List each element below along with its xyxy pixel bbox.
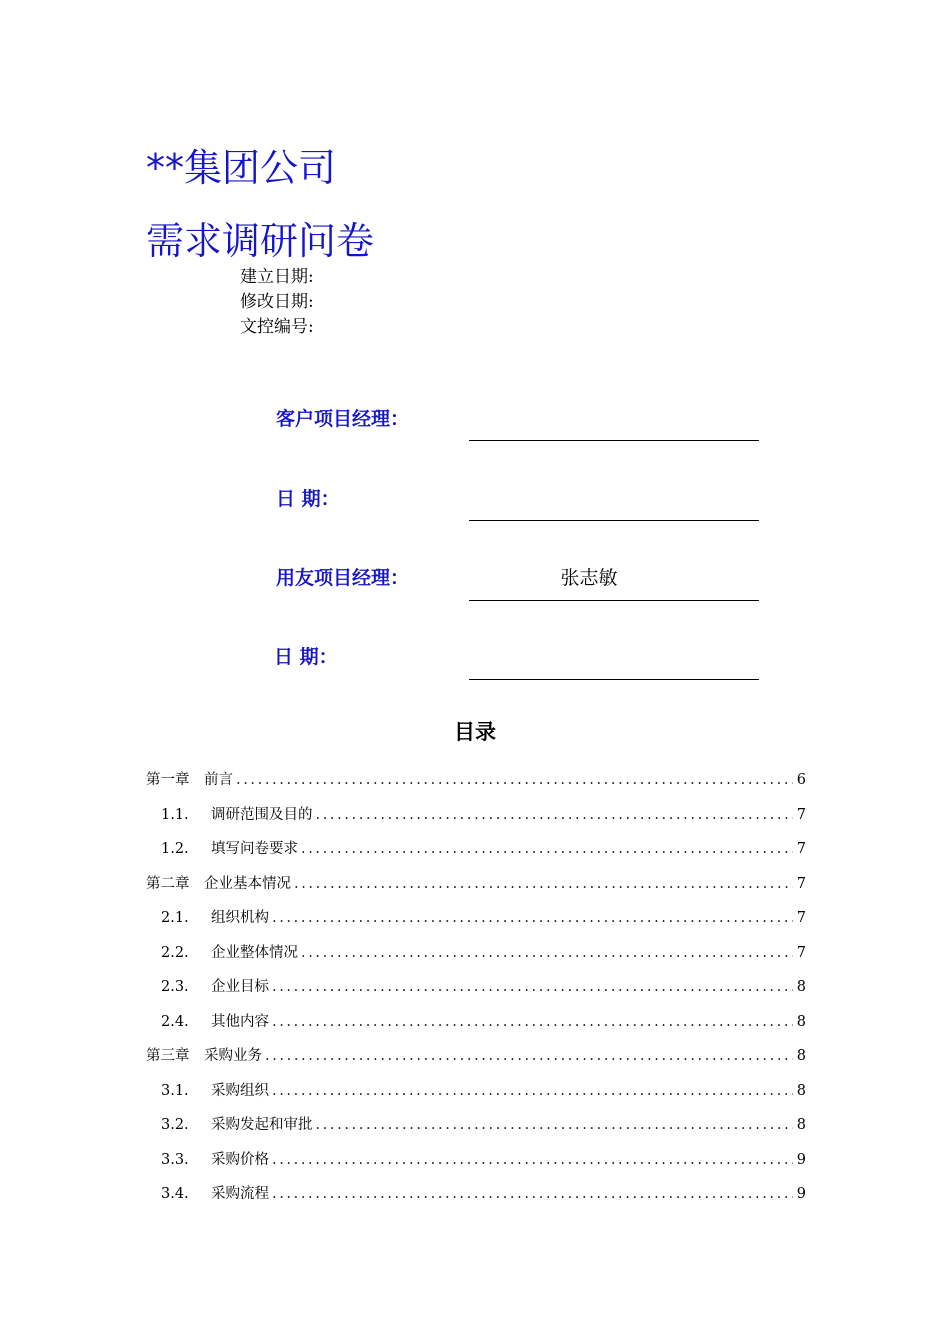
toc-entry-number: 第三章 <box>146 1048 190 1064</box>
toc-entry-number: 3.4. <box>161 1186 189 1202</box>
toc-dot-leader <box>272 1177 793 1212</box>
yonyou-pm-signature-line <box>469 600 759 601</box>
toc-entry[interactable] <box>146 1005 806 1040</box>
toc-entry-page: 7 <box>796 841 806 857</box>
toc-entry-page: 8 <box>796 1117 806 1133</box>
toc-entry-page: 8 <box>796 1013 806 1030</box>
toc-entry-text: 采购组织 <box>211 1082 269 1099</box>
toc-dot-leader <box>272 901 793 936</box>
toc-entry-number: 2.4. <box>161 1013 189 1030</box>
toc-entry-number: 第一章 <box>146 772 190 788</box>
toc-entry-number: 2.2. <box>161 944 189 961</box>
toc-dot-leader <box>316 1108 794 1143</box>
toc-entry-page: 8 <box>796 979 806 995</box>
toc-entry-text: 采购价格 <box>211 1151 269 1168</box>
toc-entry-number: 3.1. <box>161 1082 189 1099</box>
toc-entry-page: 9 <box>796 1186 806 1202</box>
toc-entry-page: 8 <box>796 1082 806 1099</box>
client-pm-label: 客户项目经理： <box>276 408 410 430</box>
toc-entry-number: 3.2. <box>161 1117 189 1133</box>
toc-entry-text: 其他内容 <box>211 1013 269 1030</box>
client-date-line <box>469 520 759 521</box>
toc-entry-text: 填写问卷要求 <box>211 841 298 857</box>
toc-entry-page: 7 <box>796 910 806 926</box>
toc-dot-leader <box>272 1143 793 1178</box>
toc-dot-leader <box>236 763 793 798</box>
yonyou-date-line <box>469 679 759 680</box>
toc-entry-text: 前言 <box>204 772 233 788</box>
toc-title: 目录 <box>454 720 496 744</box>
toc-entry[interactable] <box>146 1177 806 1212</box>
toc-entry-number: 2.3. <box>161 979 189 995</box>
toc-entry-text: 企业目标 <box>211 979 269 995</box>
toc-entry[interactable] <box>146 763 806 798</box>
toc-entry[interactable] <box>146 832 806 867</box>
toc-entry-text: 调研范围及目的 <box>211 806 313 823</box>
document-title: 需求调研问卷 <box>146 219 375 263</box>
toc-entry-text: 组织机构 <box>211 910 269 926</box>
toc-entry[interactable] <box>146 798 806 833</box>
toc-entry-text: 采购流程 <box>211 1186 269 1202</box>
toc-entry-number: 1.2. <box>161 841 189 857</box>
toc-entry-text: 采购发起和审批 <box>211 1117 313 1133</box>
yonyou-date-label: 日 期： <box>274 646 338 668</box>
toc-dot-leader <box>301 936 793 971</box>
toc-entry-number: 2.1. <box>161 910 189 926</box>
toc-dot-leader <box>301 832 793 867</box>
toc-dot-leader <box>316 798 794 833</box>
toc-entry[interactable] <box>146 1074 806 1109</box>
table-of-contents <box>146 763 806 1212</box>
toc-entry-page: 7 <box>796 875 806 892</box>
toc-entry-text: 企业基本情况 <box>204 875 291 892</box>
modified-date-label: 修改日期: <box>240 292 314 312</box>
toc-entry[interactable] <box>146 1039 806 1074</box>
toc-dot-leader <box>272 1074 793 1109</box>
toc-entry[interactable] <box>146 936 806 971</box>
toc-entry-page: 8 <box>796 1048 806 1064</box>
toc-entry[interactable] <box>146 1143 806 1178</box>
toc-entry-text: 采购业务 <box>204 1048 262 1064</box>
toc-dot-leader <box>272 1005 793 1040</box>
toc-dot-leader <box>272 970 793 1005</box>
toc-entry-page: 9 <box>796 1151 806 1168</box>
toc-dot-leader <box>294 867 793 902</box>
toc-entry[interactable] <box>146 1108 806 1143</box>
toc-entry-page: 7 <box>796 806 806 823</box>
toc-entry-number: 3.3. <box>161 1151 189 1168</box>
toc-entry[interactable] <box>146 970 806 1005</box>
toc-entry-page: 7 <box>796 944 806 961</box>
company-name: **集团公司 <box>146 146 337 190</box>
yonyou-pm-value: 张志敏 <box>560 567 618 589</box>
toc-entry-number: 第二章 <box>146 875 190 892</box>
toc-dot-leader <box>265 1039 793 1074</box>
client-date-label: 日 期： <box>276 488 340 510</box>
toc-entry-text: 企业整体情况 <box>211 944 298 961</box>
toc-entry-number: 1.1. <box>161 806 189 823</box>
toc-entry[interactable] <box>146 901 806 936</box>
doc-control-number-label: 文控编号: <box>240 317 314 337</box>
client-pm-signature-line <box>469 440 759 441</box>
toc-entry[interactable] <box>146 867 806 902</box>
yonyou-pm-label: 用友项目经理： <box>276 567 410 589</box>
created-date-label: 建立日期: <box>240 267 314 287</box>
toc-entry-page: 6 <box>796 772 806 788</box>
